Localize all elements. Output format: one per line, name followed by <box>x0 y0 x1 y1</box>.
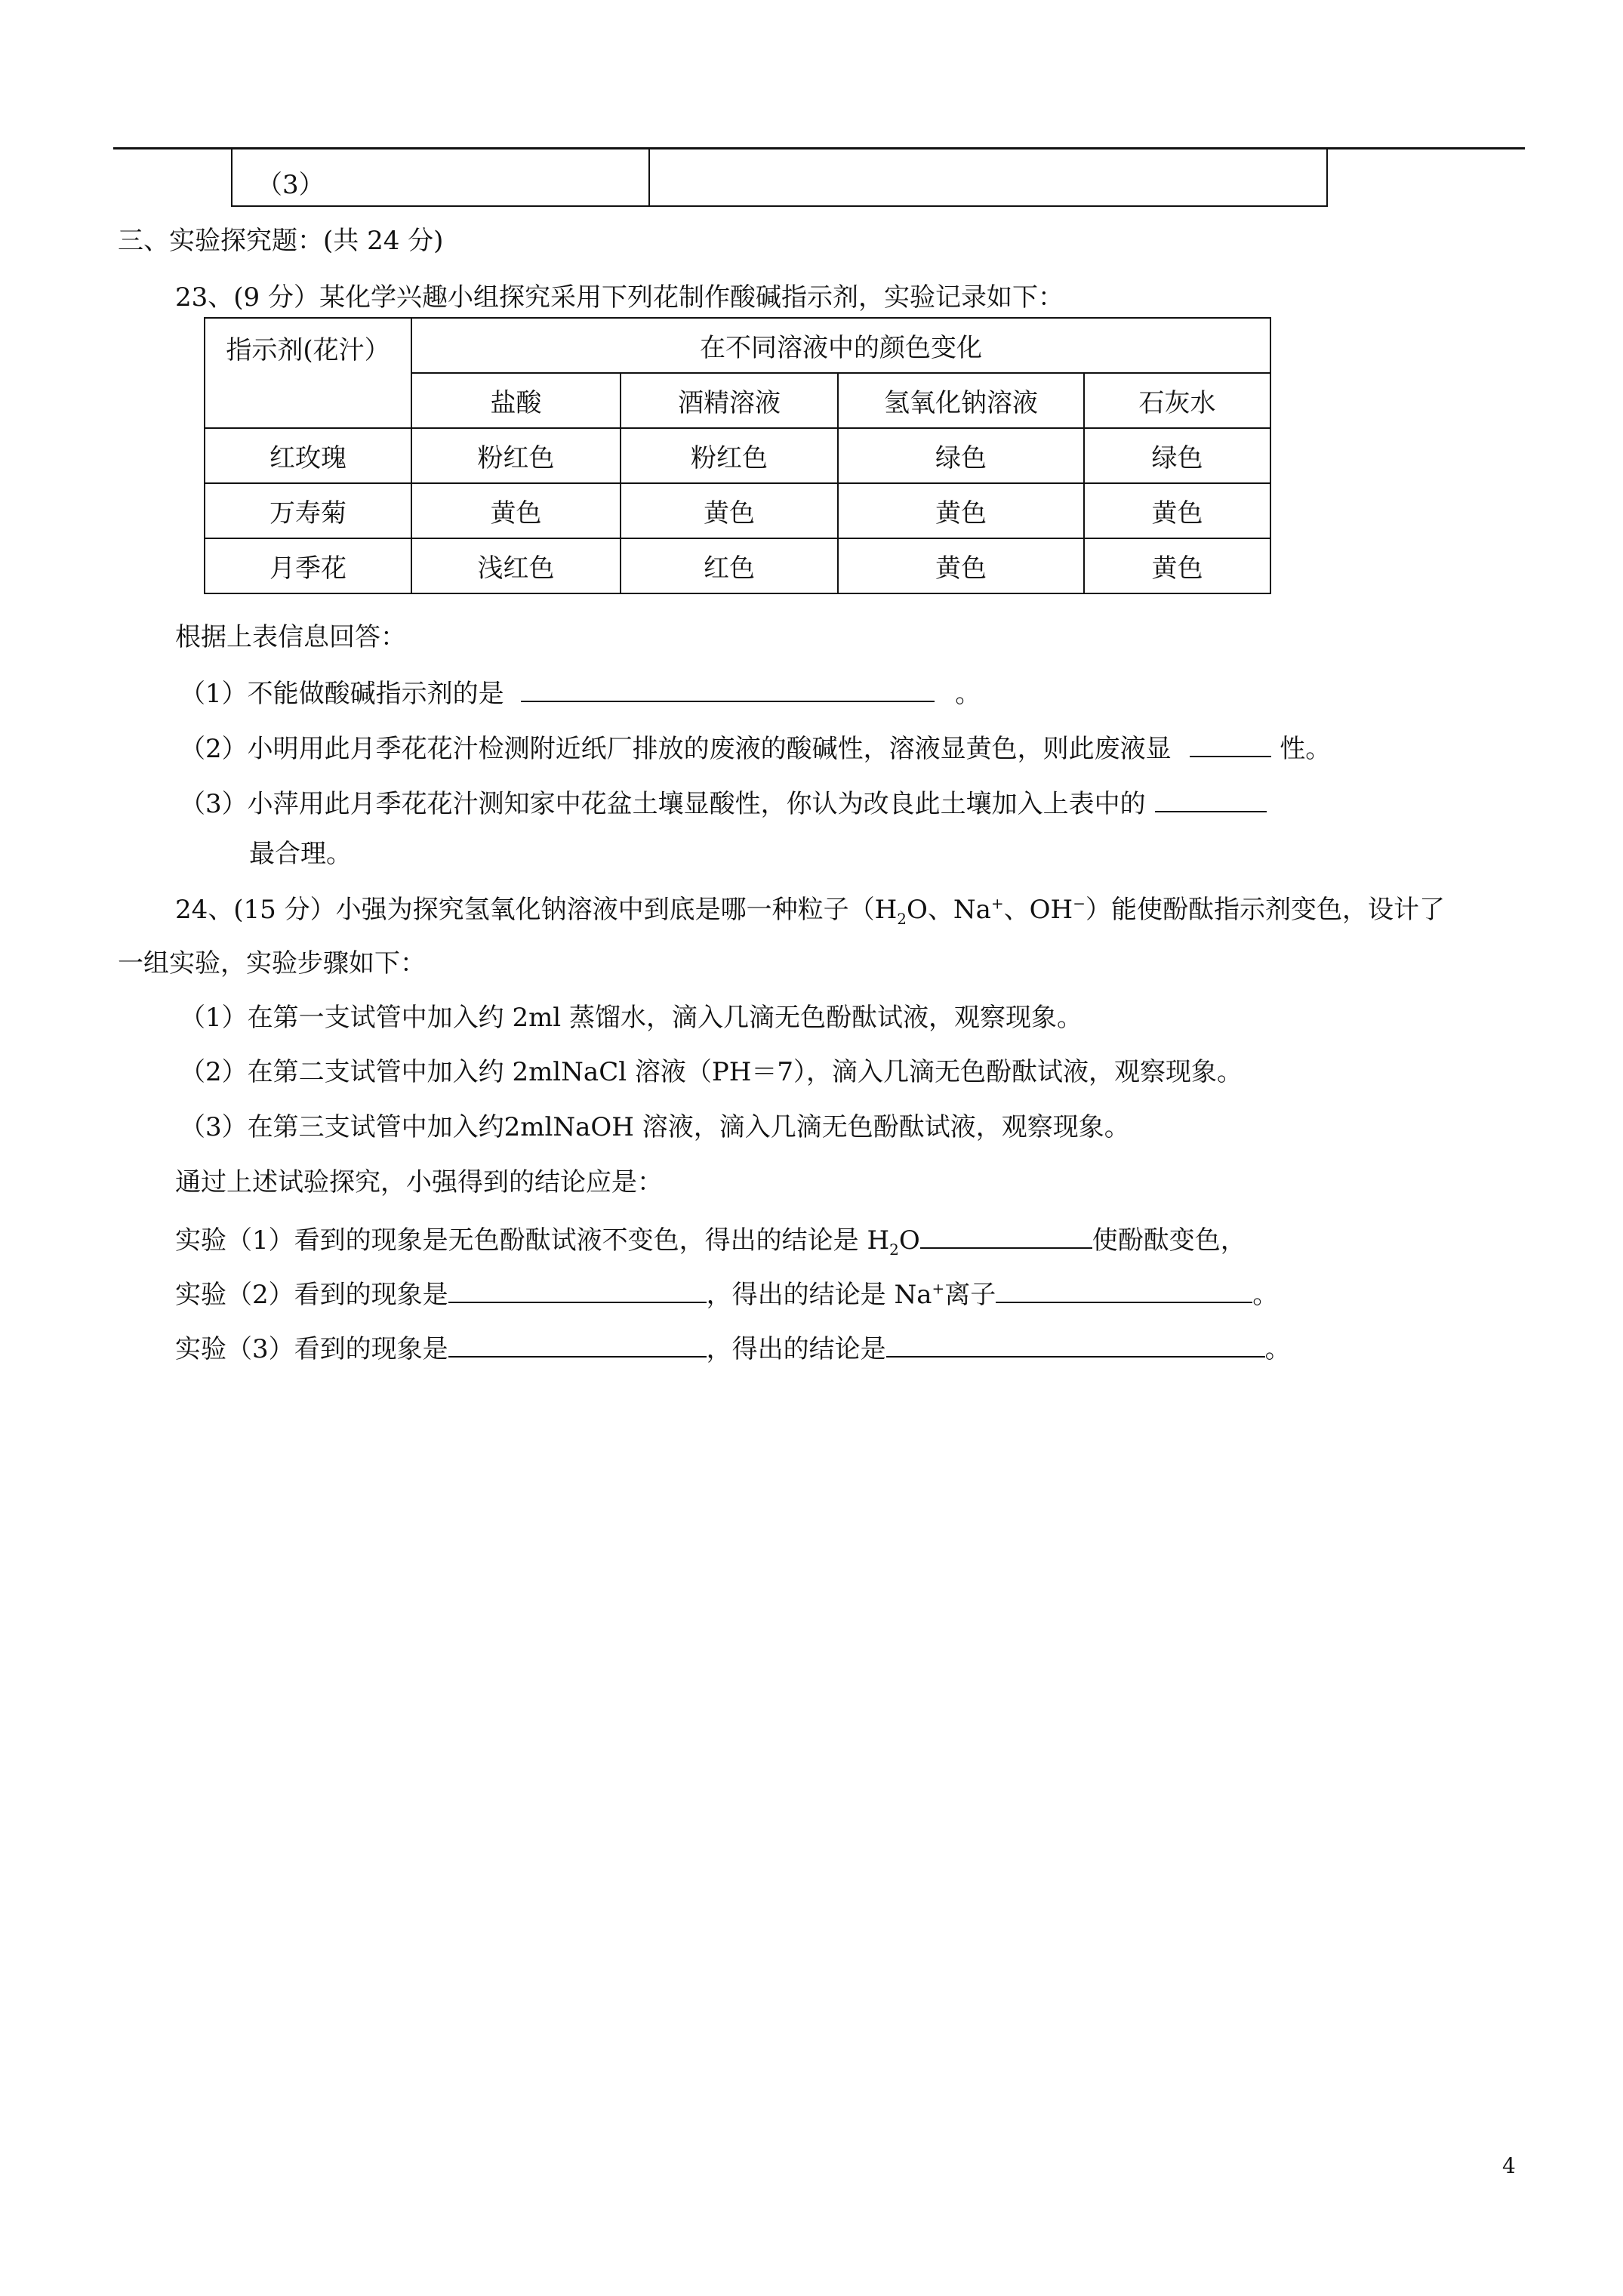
q24-intro-part: ）能使酚酞指示剂变色，设计了 <box>1085 895 1445 925</box>
color-cell: 粉红色 <box>621 428 838 483</box>
q24-exp3-text: ，得出的结论是 <box>706 1334 886 1364</box>
color-cell: 绿色 <box>1084 428 1270 483</box>
superscript: + <box>932 1279 945 1298</box>
color-cell: 绿色 <box>838 428 1084 483</box>
q23-answer-intro: 根据上表信息回答： <box>175 622 406 652</box>
q24-intro-part: 24、(15 分）小强为探究氢氧化钠溶液中到底是哪一种粒子（H <box>175 895 898 925</box>
q24-exp1-blank[interactable] <box>920 1225 1092 1249</box>
q23-sub1-end: 。 <box>955 679 981 709</box>
table-header-row <box>205 318 1270 373</box>
indicator-table <box>204 317 1271 594</box>
color-change-header: 在不同溶液中的颜色变化 <box>411 318 1270 373</box>
q23-sub3 <box>180 788 1267 817</box>
q23-sub1-blank[interactable] <box>521 678 935 702</box>
color-cell: 黄色 <box>1084 483 1270 538</box>
q23-sub3-line2: 最合理。 <box>249 839 352 869</box>
q23-sub3-blank[interactable] <box>1155 788 1267 812</box>
solution-header: 氢氧化钠溶液 <box>838 373 1084 428</box>
q24-exp1-text: 实验（1）看到的现象是无色酚酞试液不变色，得出的结论是 H <box>175 1225 890 1256</box>
q24-exp1 <box>175 1225 1246 1259</box>
color-cell: 浅红色 <box>411 538 621 593</box>
color-cell: 黄色 <box>1084 538 1270 593</box>
q24-exp2-end: 。 <box>1252 1280 1279 1310</box>
q24-exp2-text: 离子 <box>944 1280 996 1310</box>
flower-name: 月季花 <box>205 538 411 593</box>
q24-exp2-phenomenon-blank[interactable] <box>448 1279 707 1303</box>
continued-table-label: （3） <box>257 170 325 200</box>
q24-intro-part: O、Na <box>906 895 991 925</box>
color-cell: 红色 <box>621 538 838 593</box>
subscript: 2 <box>889 1240 899 1259</box>
q23-intro: 23、(9 分）某化学兴趣小组探究采用下列花制作酸碱指示剂，实验记录如下： <box>175 282 1064 313</box>
color-cell: 黄色 <box>838 483 1084 538</box>
color-cell: 黄色 <box>411 483 621 538</box>
q23-sub2-blank[interactable] <box>1190 733 1271 757</box>
q24-step1: （1）在第一支试管中加入约 2ml 蒸馏水，滴入几滴无色酚酞试液，观察现象。 <box>180 1003 1083 1033</box>
q24-intro-line2: 一组实验，实验步骤如下： <box>118 948 426 978</box>
q24-exp3-phenomenon-blank[interactable] <box>448 1333 707 1358</box>
color-cell: 黄色 <box>621 483 838 538</box>
subscript: 2 <box>897 909 907 928</box>
q24-step3: （3）在第三支试管中加入约2mlNaOH 溶液，滴入几滴无色酚酞试液，观察现象。 <box>180 1112 1130 1142</box>
q24-intro-part: 、OH <box>1003 895 1073 925</box>
q24-exp3 <box>175 1333 1291 1362</box>
table-row <box>205 538 1270 593</box>
q23-sub2-text: （2）小明用此月季花花汁检测附近纸厂排放的废液的酸碱性，溶液显黄色，则此废液显 <box>180 734 1172 764</box>
superscript: − <box>1073 894 1086 913</box>
solution-header: 石灰水 <box>1084 373 1270 428</box>
q23-sub2 <box>180 733 1331 762</box>
q24-exp2-text: 实验（2）看到的现象是 <box>175 1280 448 1310</box>
q24-exp1-end: 使酚酞变色， <box>1092 1225 1246 1256</box>
q24-exp1-text: O <box>898 1225 920 1256</box>
flower-name: 红玫瑰 <box>205 428 411 483</box>
q24-exp2-conclusion-blank[interactable] <box>996 1279 1252 1303</box>
q23-sub2-end: 性。 <box>1280 734 1332 764</box>
flower-name: 万寿菊 <box>205 483 411 538</box>
solution-header: 盐酸 <box>411 373 621 428</box>
q23-sub1 <box>180 678 981 707</box>
q24-exp3-conclusion-blank[interactable] <box>886 1333 1265 1358</box>
color-cell: 粉红色 <box>411 428 621 483</box>
q24-exp3-end: 。 <box>1264 1334 1291 1364</box>
superscript: + <box>990 894 1004 913</box>
section-title: 三、实验探究题：(共 24 分) <box>118 226 444 256</box>
q24-step2: （2）在第二支试管中加入约 2mlNaCl 溶液（PH＝7），滴入几滴无色酚酞试液，观察现象。 <box>180 1057 1243 1087</box>
q24-exp2-text: ，得出的结论是 Na <box>706 1280 932 1310</box>
table-row <box>205 483 1270 538</box>
q23-sub1-text: （1）不能做酸碱指示剂的是 <box>180 679 504 709</box>
page-number: 4 <box>1502 2153 1516 2178</box>
q24-intro <box>175 894 1445 928</box>
q23-sub3-text: （3）小萍用此月季花花汁测知家中花盆土壤显酸性，你认为改良此土壤加入上表中的 <box>180 789 1146 819</box>
indicator-header: 指示剂(花汁） <box>205 318 411 428</box>
color-cell: 黄色 <box>838 538 1084 593</box>
table-row <box>205 428 1270 483</box>
q24-conclusion-intro: 通过上述试验探究，小强得到的结论应是： <box>175 1167 663 1197</box>
solution-header: 酒精溶液 <box>621 373 838 428</box>
continued-table-right-cell <box>648 149 1328 207</box>
q24-exp2 <box>175 1279 1278 1308</box>
q24-exp3-text: 实验（3）看到的现象是 <box>175 1334 448 1364</box>
